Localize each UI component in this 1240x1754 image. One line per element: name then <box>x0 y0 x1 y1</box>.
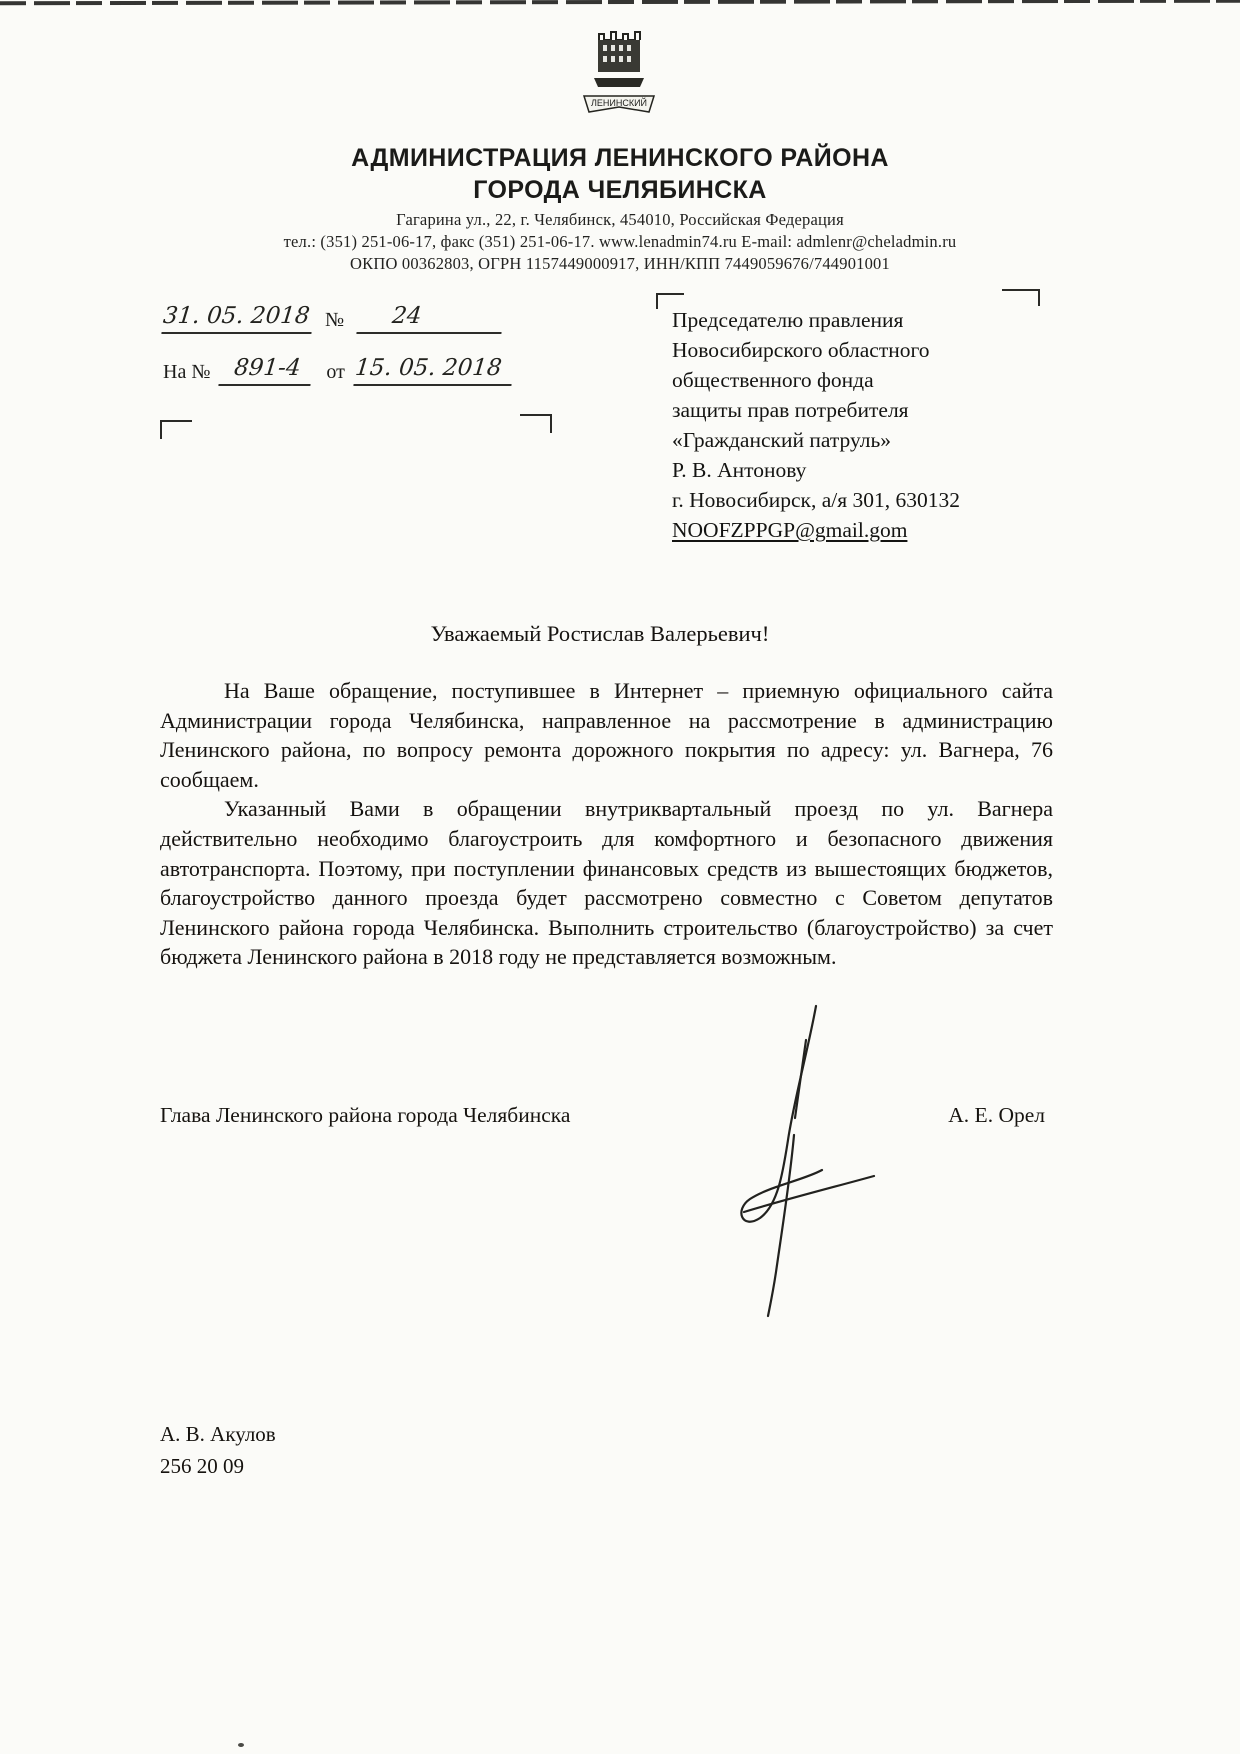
body-paragraph: Указанный Вами в обращении внутриквартальный проезд по ул. Вагнера действительно необходимо благоустроить для комфортного и безопасного движения автотранспорта. Поэтому, при поступлении финансовых средств из вышестоящих бюджетов, благоустройство данного проезда будет рассмотрено совместно с Советом депутатов Ленинского района города Челябинска. Выполнить строительство (благоустройство) за счет бюджета Ленинского района в 2018 году не представляется возможным. <box>160 796 1053 970</box>
incoming-date-value: 15. 05. 2018 <box>353 355 514 386</box>
letterhead-contacts: тел.: (351) 251-06-17, факс (351) 251-06-17. www.lenadmin74.ru E-mail: admlenr@cheladmin.ru <box>283 232 957 251</box>
executor-phone: 256 20 09 <box>160 1454 244 1478</box>
handwritten-signature <box>688 1000 888 1320</box>
addressee-email: NOOFZPPGP@gmail.gom <box>672 518 908 542</box>
org-name-line1: АДМИНИСТРАЦИЯ ЛЕНИНСКОГО РАЙОНА <box>351 144 889 172</box>
signature-row <box>160 1103 1045 1128</box>
executor-name: А. В. Акулов <box>160 1422 276 1446</box>
reference-line-outgoing <box>163 303 563 334</box>
outgoing-date-value: 31. 05. 2018 <box>161 303 314 334</box>
incoming-number-value: 891-4 <box>219 355 314 386</box>
addressee-line: защиты прав потребителя <box>672 398 909 422</box>
addressee-block <box>672 305 1044 545</box>
coat-of-arms-icon <box>566 26 670 130</box>
coat-of-arms <box>548 26 688 130</box>
addressee-line: общественного фонда <box>672 368 874 392</box>
letterhead-registration: ОКПО 00362803, ОГРН 1157449000917, ИНН/КПП 7449059676/744901001 <box>350 254 890 273</box>
corner-mark-reference-right <box>520 414 552 433</box>
addressee-line: г. Новосибирск, а/я 301, 630132 <box>672 488 960 512</box>
signature-position: Глава Ленинского района города Челябинска <box>160 1103 571 1127</box>
addressee-line: «Гражданский патруль» <box>672 428 892 452</box>
from-label: от <box>326 361 345 383</box>
reply-to-label: На № <box>163 361 211 383</box>
body-paragraph: На Ваше обращение, поступившее в Интернет – приемную официального сайта Администрации города Челябинска, направленное на рассмотрение в администрацию Ленинского района, по вопросу ремонта дорожного покрытия по адресу: ул. Вагнера, 76 сообщаем. <box>160 678 1053 792</box>
outgoing-number-value: 24 <box>356 303 504 334</box>
org-name-line2: ГОРОДА ЧЕЛЯБИНСКА <box>473 176 767 204</box>
addressee-line: Председателю правления <box>672 308 904 332</box>
addressee-line: Р. В. Антонову <box>672 458 807 482</box>
emblem-caption: ЛЕНИНСКИЙ <box>590 98 648 108</box>
letterhead-address: Гагарина ул., 22, г. Челябинск, 454010, Российская Федерация <box>396 210 844 229</box>
signature-name: А. Е. Орел <box>948 1103 1045 1127</box>
number-sign-label: № <box>325 309 345 331</box>
scan-artifact-top <box>0 0 1240 5</box>
corner-mark-reference-left <box>160 420 192 439</box>
salutation: Уважаемый Ростислав Валерьевич! <box>430 621 770 646</box>
reference-line-incoming <box>163 355 583 386</box>
executor-block <box>160 1418 276 1482</box>
scan-artifact-dot <box>238 1743 244 1747</box>
letter-body <box>160 676 1053 972</box>
corner-mark-addressee-right <box>1002 289 1040 306</box>
addressee-line: Новосибирского областного <box>672 338 930 362</box>
